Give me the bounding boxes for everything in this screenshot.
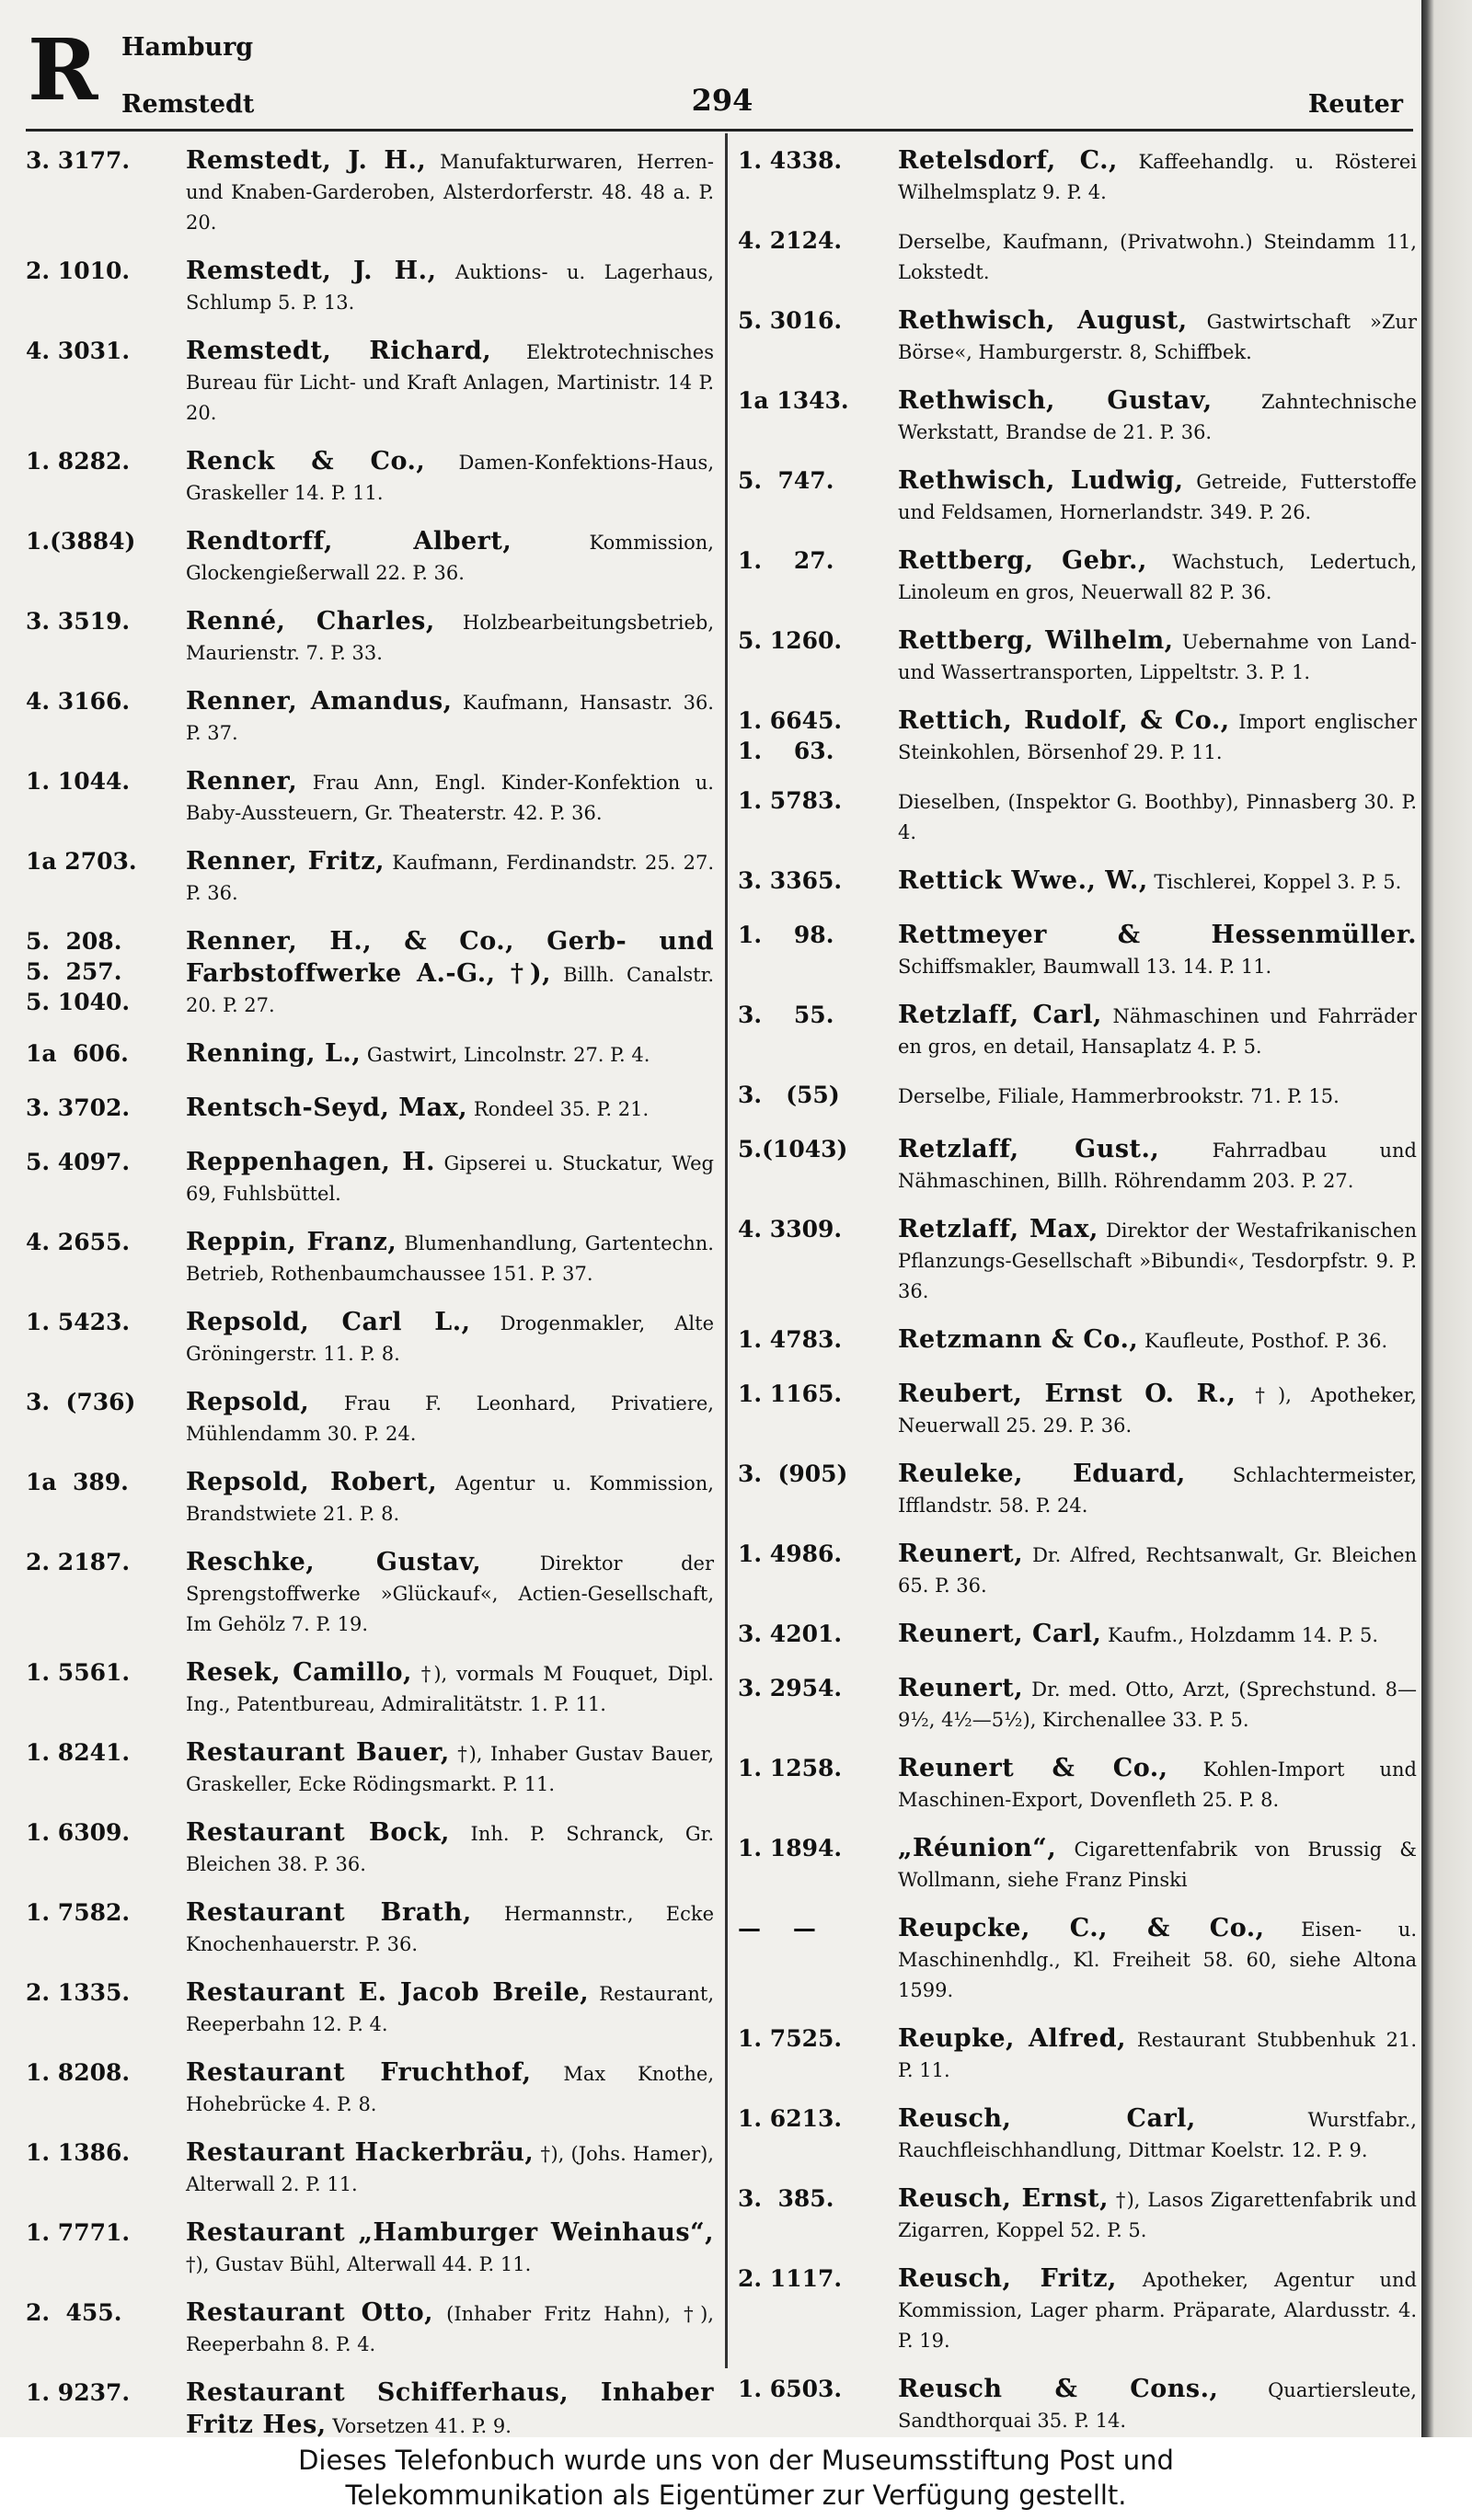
phone-number: 3. 55. <box>738 1002 834 1028</box>
subscriber-details: Cigarettenfabrik von Brussig & Wollmann, siehe Franz Pinski <box>898 1838 1417 1891</box>
phone-number: 3. (55) <box>738 1082 840 1108</box>
directory-entry <box>26 336 714 429</box>
phone-number: 2. 455. <box>26 2299 122 2326</box>
subscriber-name: Reusch, Ernst, <box>898 2184 1110 2213</box>
phone-number: 1a 606. <box>26 1040 129 1067</box>
directory-entry <box>738 145 1417 208</box>
entry-text <box>898 625 1417 688</box>
entry-text <box>186 686 714 749</box>
subscriber-name: Retzlaff, Carl, <box>898 1001 1102 1029</box>
entry-text <box>898 1539 1417 1601</box>
phone-number: 2. 1010. <box>26 258 131 284</box>
subscriber-name: Rentsch-Seyd, Max, <box>186 1094 468 1122</box>
subscriber-name: Renné, Charles, <box>186 607 435 636</box>
subscriber-name: Repsold, Carl L., <box>186 1308 471 1336</box>
subscriber-name: Restaurant Bauer, <box>186 1738 450 1767</box>
subscriber-details: Tischlerei, Koppel 3. P. 5. <box>1154 871 1402 893</box>
phone-number: 1. 98. <box>738 922 834 948</box>
subscriber-name: „Réunion“, <box>898 1834 1057 1862</box>
entry-text <box>186 2137 714 2200</box>
phone-number: 1. 4338. <box>738 147 843 174</box>
subscriber-details: †), Gustav Bühl, Alterwall 44. P. 11. <box>186 2253 532 2275</box>
subscriber-name: Retzlaff, Max, <box>898 1215 1098 1243</box>
entry-text <box>186 1387 714 1449</box>
directory-entry <box>738 1080 1417 1117</box>
subscriber-name: Reupcke, C., & Co., <box>898 1914 1265 1942</box>
subscriber-name: Renck & Co., <box>186 447 426 475</box>
entry-text <box>186 766 714 829</box>
directory-entry <box>738 1833 1417 1896</box>
directory-entry <box>26 1307 714 1369</box>
entry-text <box>898 1214 1417 1307</box>
subscriber-details: Kaffeehandlg. u. Rösterei Wilhelmsplatz 9. P. 4. <box>898 151 1417 203</box>
directory-entry <box>26 1897 714 1960</box>
subscriber-details: Dieselben, (Inspektor G. Boothby), Pinnasberg 30. P. 4. <box>898 791 1417 843</box>
subscriber-name: Restaurant Hackerbräu, <box>186 2138 535 2167</box>
phone-number: 3. 4201. <box>738 1621 843 1647</box>
directory-entry <box>738 1324 1417 1361</box>
footer-line-1: Dieses Telefonbuch wurde uns von der Museumsstiftung Post und <box>298 2445 1174 2476</box>
subscriber-name: Reppenhagen, H. <box>186 1148 436 1176</box>
phone-number: 2. 1335. <box>26 1979 131 2006</box>
subscriber-name: Repsold, Robert, <box>186 1468 438 1496</box>
subscriber-details: Drogenmakler, Alte Gröningerstr. 11. P. 8. <box>186 1312 714 1365</box>
phone-number: 1. 6213. <box>738 2105 843 2132</box>
phone-number: 3. 2954. <box>738 1675 843 1701</box>
phone-number: 1. 5561. <box>26 1659 131 1686</box>
directory-entry <box>26 1387 714 1449</box>
subscriber-name: Reunert, <box>898 1540 1024 1568</box>
directory-entry <box>738 1673 1417 1735</box>
entry-text <box>186 606 714 669</box>
entry-text <box>898 1459 1417 1521</box>
subscriber-name: Reunert, Carl, <box>898 1620 1102 1648</box>
directory-entry <box>26 2057 714 2120</box>
subscriber-details: Auktions- u. Lagerhaus, Schlump 5. P. 13. <box>186 261 714 314</box>
entry-text <box>898 1913 1417 2006</box>
subscriber-details: Elektrotechnisches Bureau für Licht- und Kraft Anlagen, Martinistr. 14 P. 20. <box>186 341 714 424</box>
directory-entry <box>738 1000 1417 1062</box>
directory-entry <box>738 2374 1417 2436</box>
directory-entry <box>26 926 714 1021</box>
phone-number: 5. 3016. <box>738 307 843 334</box>
subscriber-details: Zahntechnische Werkstatt, Brandse de 21. P. 36. <box>898 391 1417 443</box>
subscriber-name: Remstedt, Richard, <box>186 337 492 365</box>
directory-entry <box>738 225 1417 288</box>
entry-text <box>186 446 714 509</box>
subscriber-name: Reunert & Co., <box>898 1754 1168 1782</box>
subscriber-name: Reschke, Gustav, <box>186 1548 482 1576</box>
subscriber-name: Rettberg, Wilhelm, <box>898 626 1174 655</box>
entry-text <box>898 1000 1417 1062</box>
directory-entry <box>26 766 714 829</box>
subscriber-details: Inh. P. Schranck, Gr. Bleichen 38. P. 36. <box>186 1823 714 1875</box>
phone-number: 1. 6503. <box>738 2376 843 2402</box>
subscriber-name: Reusch, Carl, <box>898 2104 1196 2133</box>
phone-number: 3. (905) <box>738 1460 848 1487</box>
entry-text <box>186 2297 714 2360</box>
directory-entry <box>738 1753 1417 1816</box>
phone-number: 3. (736) <box>26 1389 136 1415</box>
subscriber-name: Restaurant Brath, <box>186 1898 472 1927</box>
subscriber-details: Direktor der Sprengstoffwerke »Glückauf«, Actien-Gesellschaft, Im Gehölz 7. P. 19. <box>186 1552 714 1635</box>
subscriber-name: Reubert, Ernst O. R., <box>898 1380 1236 1408</box>
phone-number: 1.(3884) <box>26 528 136 555</box>
subscriber-details: Agentur u. Kommission, Brandstwiete 21. P. 8. <box>186 1472 714 1525</box>
subscriber-name: Remstedt, J. H., <box>186 257 437 285</box>
subscriber-details: Eisen- u. Maschinenhdlg., Kl. Freiheit 58. 60, siehe Altona 1599. <box>898 1919 1417 2001</box>
subscriber-details: Holzbearbeitungsbetrieb, Maurienstr. 7. P. 33. <box>186 612 714 664</box>
entry-text <box>898 465 1417 528</box>
directory-entry <box>26 2217 714 2280</box>
subscriber-details: Restaurant Stubbenhuk 21. P. 11. <box>898 2029 1417 2081</box>
subscriber-details: Uebernahme von Land- und Wassertransporten, Lippeltstr. 3. P. 1. <box>898 631 1417 683</box>
subscriber-name: Repsold, <box>186 1388 310 1416</box>
entry-text <box>898 1753 1417 1816</box>
phone-number: 3. 3702. <box>26 1094 131 1121</box>
section-letter: R <box>28 20 98 120</box>
directory-entry <box>26 1227 714 1289</box>
subscriber-name: Reunert, <box>898 1674 1024 1702</box>
directory-entry <box>738 1619 1417 1655</box>
phone-number: 2. 1117. <box>738 2265 843 2292</box>
header-city: Hamburg <box>121 33 254 62</box>
directory-entry <box>738 2263 1417 2356</box>
directory-entry <box>26 446 714 509</box>
subscriber-name: Rethwisch, August, <box>898 306 1188 335</box>
subscriber-details: †), Inhaber Gustav Bauer, Graskeller, Ecke Rödingsmarkt. P. 11. <box>186 1743 714 1795</box>
adjacent-page-edge <box>1421 0 1472 2437</box>
directory-entry <box>738 1459 1417 1521</box>
phone-number: 1. 27. <box>738 547 834 574</box>
directory-entry <box>26 2377 714 2437</box>
directory-entry <box>738 705 1417 768</box>
subscriber-details: Kaufmann, Hansastr. 36. P. 37. <box>186 692 714 744</box>
subscriber-name: Restaurant Bock, <box>186 1818 450 1847</box>
phone-number: 4. 2655. <box>26 1229 131 1255</box>
subscriber-details: Direktor der Westafrikanischen Pflanzungs-Gesellschaft »Bibundi«, Tesdorpfstr. 9. P. 36. <box>898 1220 1417 1302</box>
entry-text <box>186 1147 714 1209</box>
subscriber-name: Retzlaff, Gust., <box>898 1135 1160 1163</box>
directory-entry <box>26 1817 714 1880</box>
phone-number: 4. 3309. <box>738 1216 843 1243</box>
subscriber-name: Renner, Fritz, <box>186 847 385 876</box>
subscriber-details: (Inhaber Fritz Hahn), †), Reeperbahn 8. P. 4. <box>186 2303 714 2355</box>
entry-text <box>898 545 1417 608</box>
subscriber-name: Reuleke, Eduard, <box>898 1460 1186 1488</box>
phone-number: 1. 7525. <box>738 2025 843 2052</box>
subscriber-details: Kaufm., Holzdamm 14. P. 5. <box>1108 1624 1379 1646</box>
entry-text <box>186 1227 714 1289</box>
directory-entry <box>26 686 714 749</box>
subscriber-details: Billh. Canalstr. 20. P. 27. <box>186 964 715 1016</box>
directory-entry <box>738 1214 1417 1307</box>
subscriber-name: Restaurant Otto, <box>186 2298 433 2327</box>
phone-number: 4. 2124. <box>738 227 843 254</box>
entry-text <box>186 1657 714 1720</box>
subscriber-details: Schlachtermeister, Ifflandstr. 58. P. 24. <box>898 1464 1417 1517</box>
entry-text <box>186 1093 714 1125</box>
subscriber-details: Dr. Alfred, Rechtsanwalt, Gr. Bleichen 65. P. 36. <box>898 1544 1417 1597</box>
phone-number: 1. 1894. <box>738 1835 843 1861</box>
footer-notice <box>0 2437 1472 2520</box>
entry-text <box>186 2217 714 2280</box>
subscriber-details: Nähmaschinen und Fahrräder en gros, en detail, Hansaplatz 4. P. 5. <box>898 1005 1417 1058</box>
directory-entry <box>26 1737 714 1800</box>
entry-text <box>186 1307 714 1369</box>
entry-text <box>898 2263 1417 2356</box>
subscriber-name: Restaurant „Hamburger Weinhaus“, <box>186 2218 714 2247</box>
subscriber-details: Getreide, Futterstoffe und Feldsamen, Hornerlandstr. 349. P. 26. <box>898 471 1417 523</box>
subscriber-details: Vorsetzen 41. P. 9. <box>332 2415 512 2437</box>
subscriber-details: Kohlen-Import und Maschinen-Export, Dovenfleth 25. P. 8. <box>898 1758 1417 1811</box>
phone-number: 1. 1165. <box>738 1380 843 1407</box>
subscriber-name: Renning, L., <box>186 1039 362 1068</box>
directory-entry <box>738 865 1417 902</box>
subscriber-details: Wachstuch, Ledertuch, Linoleum en gros, Neuerwall 82 P. 36. <box>898 551 1417 603</box>
directory-entry <box>26 1147 714 1209</box>
subscriber-name: Renner, Amandus, <box>186 687 453 716</box>
directory-entry <box>738 920 1417 982</box>
subscriber-details: Gastwirt, Lincolnstr. 27. P. 4. <box>366 1044 650 1066</box>
subscriber-details: Kaufmann, Ferdinandstr. 25. 27. P. 36. <box>186 852 715 904</box>
entry-text <box>898 705 1417 768</box>
directory-entry <box>26 606 714 669</box>
phone-number: 2. 2187. <box>26 1549 131 1575</box>
directory-entry <box>738 305 1417 368</box>
subscriber-details: Kommission, Glockengießerwall 22. P. 36. <box>186 532 714 584</box>
phone-number: 1. 1258. <box>738 1755 843 1781</box>
directory-entry <box>738 465 1417 528</box>
footer-line-2: Telekommunikation als Eigentümer zur Verfügung gestellt. <box>345 2480 1127 2511</box>
entry-text <box>898 2023 1417 2086</box>
subscriber-name: Restaurant Fruchthof, <box>186 2058 532 2087</box>
subscriber-details: †), (Johs. Hamer), Alterwall 2. P. 11. <box>186 2143 714 2195</box>
phone-number: 1. 8241. <box>26 1739 131 1766</box>
entry-text <box>898 305 1417 368</box>
entry-text <box>898 2183 1417 2246</box>
subscriber-details: Damen-Konfektions-Haus, Graskeller 14. P. 11. <box>186 452 714 504</box>
phone-number: 1a 1343. <box>738 387 849 414</box>
phone-number: 3. 3177. <box>26 147 131 174</box>
subscriber-name: Renner, <box>186 767 298 796</box>
subscriber-details: Derselbe, Kaufmann, (Privatwohn.) Steindamm 11, Lokstedt. <box>898 231 1417 283</box>
phone-number: 1. 7582. <box>26 1899 131 1926</box>
phone-number: 5. 4097. <box>26 1149 131 1175</box>
phone-number: 1a 389. <box>26 1469 129 1495</box>
entry-text <box>898 1134 1417 1197</box>
directory-entry <box>738 625 1417 688</box>
subscriber-details: Kaufleute, Posthof. P. 36. <box>1144 1330 1388 1352</box>
directory-entry <box>26 1093 714 1129</box>
directory-entry <box>738 1134 1417 1197</box>
directory-entry <box>26 1038 714 1075</box>
subscriber-name: Retzmann & Co., <box>898 1325 1139 1354</box>
entry-text <box>186 256 714 318</box>
entry-text <box>898 1833 1417 1896</box>
phone-number: 3. 385. <box>738 2185 834 2212</box>
entry-text <box>898 2103 1417 2166</box>
entry-text <box>898 145 1417 208</box>
subscriber-details: Frau F. Leonhard, Privatiere, Mühlendamm 30. P. 24. <box>186 1392 714 1445</box>
phone-number: 1. 9237. <box>26 2379 131 2406</box>
subscriber-name: Rethwisch, Gustav, <box>898 386 1213 415</box>
entry-text <box>186 846 714 909</box>
entry-text <box>898 865 1417 898</box>
directory-entry <box>26 145 714 238</box>
subscriber-details: Wurstfabr., Rauchfleischhandlung, Dittmar Koelstr. 12. P. 9. <box>898 2109 1417 2161</box>
phone-number: 1. 8282. <box>26 448 131 475</box>
directory-entry <box>26 846 714 909</box>
entry-text <box>186 145 714 238</box>
directory-entry <box>738 785 1417 848</box>
phone-number: 1. 4783. <box>738 1326 843 1353</box>
directory-entry <box>26 1657 714 1720</box>
entry-text <box>186 526 714 589</box>
phone-number: 4. 3166. <box>26 688 131 715</box>
subscriber-name: Resek, Camillo, <box>186 1658 412 1687</box>
subscriber-details: Quartiersleute, Sandthorquai 35. P. 14. <box>898 2379 1417 2432</box>
entry-text <box>186 1897 714 1960</box>
subscriber-name: Rettick Wwe., W., <box>898 866 1148 895</box>
subscriber-details: Gastwirtschaft »Zur Börse«, Hamburgerstr. 8, Schiffbek. <box>898 311 1417 363</box>
directory-entry <box>26 256 714 318</box>
subscriber-details: Restaurant, Reeperbahn 12. P. 4. <box>186 1983 714 2035</box>
phone-number: 5. 1260. <box>738 627 843 654</box>
subscriber-name: Reusch, Fritz, <box>898 2264 1117 2293</box>
subscriber-name: Restaurant Schifferhaus, Inhaber Fritz Hes, <box>186 2378 714 2437</box>
subscriber-name: Renner, H., & Co., Gerb- und Farbstoffwerke A.-G., †), <box>186 927 714 988</box>
entry-text <box>898 385 1417 448</box>
directory-entry <box>738 1379 1417 1441</box>
entry-text <box>898 1673 1417 1735</box>
directory-entry <box>26 1977 714 2040</box>
phone-number: 1. 1044. <box>26 768 131 795</box>
phone-number: 1. 5783. <box>738 787 843 814</box>
entry-text <box>186 1547 714 1640</box>
directory-entry <box>738 545 1417 608</box>
column-divider <box>725 133 728 2368</box>
entry-text <box>898 1080 1417 1112</box>
entry-text <box>898 225 1417 288</box>
phone-number: 1. 8208. <box>26 2059 131 2086</box>
entry-text <box>898 1324 1417 1357</box>
subscriber-name: Retelsdorf, C., <box>898 146 1118 175</box>
phone-number: 5. 208. 5. 257. 5. 1040. <box>26 928 131 1015</box>
phone-number: 3. 3519. <box>26 608 131 635</box>
subscriber-name: Rettberg, Gebr., <box>898 546 1147 575</box>
directory-entry <box>738 385 1417 448</box>
directory-entry <box>738 2183 1417 2246</box>
page-number: 294 <box>691 83 753 118</box>
phone-number: 5. 747. <box>738 467 834 494</box>
subscriber-details: Max Knothe, Hohebrücke 4. P. 8. <box>186 2063 714 2115</box>
entry-text <box>898 2374 1417 2436</box>
phone-number: 1. 6645. 1. 63. <box>738 707 843 764</box>
directory-entry <box>738 2103 1417 2166</box>
directory-entry <box>26 1467 714 1529</box>
directory-entry <box>26 526 714 589</box>
phone-number: 4. 3031. <box>26 338 131 364</box>
entry-text <box>186 1977 714 2040</box>
entry-text <box>186 926 714 1021</box>
subscriber-details: Import englischer Steinkohlen, Börsenhof 29. P. 11. <box>898 711 1417 763</box>
directory-entry <box>738 1539 1417 1601</box>
directory-entry <box>26 1547 714 1640</box>
subscriber-details: †), Apotheker, Neuerwall 25. 29. P. 36. <box>898 1384 1417 1437</box>
phone-number: 1. 6309. <box>26 1819 131 1846</box>
subscriber-details: Manufakturwaren, Herren- und Knaben-Garderoben, Alsterdorferstr. 48. 48 a. P. 20. <box>186 151 714 234</box>
phone-number: 1. 7771. <box>26 2219 131 2246</box>
subscriber-name: Rettmeyer & Hessenmüller. <box>898 921 1417 949</box>
entry-text <box>898 1619 1417 1651</box>
subscriber-details: Fahrradbau und Nähmaschinen, Billh. Röhrendamm 203. P. 27. <box>898 1140 1417 1192</box>
subscriber-details: Apotheker, Agentur und Kommission, Lager pharm. Präparate, Alardusstr. 4. P. 19. <box>898 2269 1417 2352</box>
entry-text <box>186 1817 714 1880</box>
phone-number: 3. 3365. <box>738 867 843 894</box>
subscriber-name: Remstedt, J. H., <box>186 146 427 175</box>
subscriber-details: Hermannstr., Ecke Knochenhauerstr. P. 36. <box>186 1903 714 1955</box>
subscriber-details: Derselbe, Filiale, Hammerbrookstr. 71. P. 15. <box>898 1085 1340 1107</box>
entry-text <box>898 785 1417 848</box>
subscriber-details: Rondeel 35. P. 21. <box>473 1098 650 1120</box>
phone-number: 5.(1043) <box>738 1136 848 1163</box>
phone-number: 1a 2703. <box>26 848 137 875</box>
directory-entry <box>26 2137 714 2200</box>
phone-number: 1. 1386. <box>26 2139 131 2166</box>
entry-text <box>186 1038 714 1071</box>
entry-text <box>186 2057 714 2120</box>
subscriber-name: Rendtorff, Albert, <box>186 527 512 556</box>
left-column <box>26 145 714 2437</box>
subscriber-name: Rethwisch, Ludwig, <box>898 466 1184 495</box>
entry-text <box>898 1379 1417 1441</box>
subscriber-details: Gipserei u. Stuckatur, Weg 69, Fuhlsbüttel. <box>186 1152 714 1205</box>
subscriber-details: Blumenhandlung, Gartentechn. Betrieb, Rothenbaumchaussee 151. P. 37. <box>186 1232 714 1285</box>
subscriber-name: Reusch & Cons., <box>898 2375 1219 2403</box>
header-last-entry: Reuter <box>1307 90 1403 119</box>
subscriber-name: Reppin, Franz, <box>186 1228 397 1256</box>
subscriber-details: †), vormals M Fouquet, Dipl. Ing., Patentbureau, Admiralitätstr. 1. P. 11. <box>186 1663 714 1715</box>
header-first-entry: Remstedt <box>121 90 255 119</box>
subscriber-details: Frau Ann, Engl. Kinder-Konfektion u. Baby-Aussteuern, Gr. Theaterstr. 42. P. 36. <box>186 772 714 824</box>
directory-entry <box>26 2297 714 2360</box>
entry-text <box>186 2377 714 2437</box>
phone-number: 1. 4986. <box>738 1541 843 1567</box>
right-column <box>738 145 1417 2437</box>
subscriber-name: Reupke, Alfred, <box>898 2024 1127 2053</box>
entry-text <box>898 920 1417 982</box>
subscriber-details: †), Lasos Zigarettenfabrik und Zigarren, Koppel 52. P. 5. <box>898 2189 1417 2241</box>
subscriber-name: Restaurant E. Jacob Breile, <box>186 1978 590 2007</box>
entry-text <box>186 336 714 429</box>
subscriber-details: Schiffsmakler, Baumwall 13. 14. P. 11. <box>898 956 1272 978</box>
directory-entry <box>738 1913 1417 2006</box>
phone-number: 1. 5423. <box>26 1309 131 1335</box>
entry-text <box>186 1737 714 1800</box>
entry-text <box>186 1467 714 1529</box>
phone-number: — — <box>738 1915 816 1942</box>
header-rule <box>26 129 1413 132</box>
directory-entry <box>738 2023 1417 2086</box>
subscriber-details: Dr. med. Otto, Arzt, (Sprechstund. 8—9½, 4½—5½), Kirchenallee 33. P. 5. <box>898 1678 1417 1731</box>
subscriber-name: Rettich, Rudolf, & Co., <box>898 706 1230 735</box>
